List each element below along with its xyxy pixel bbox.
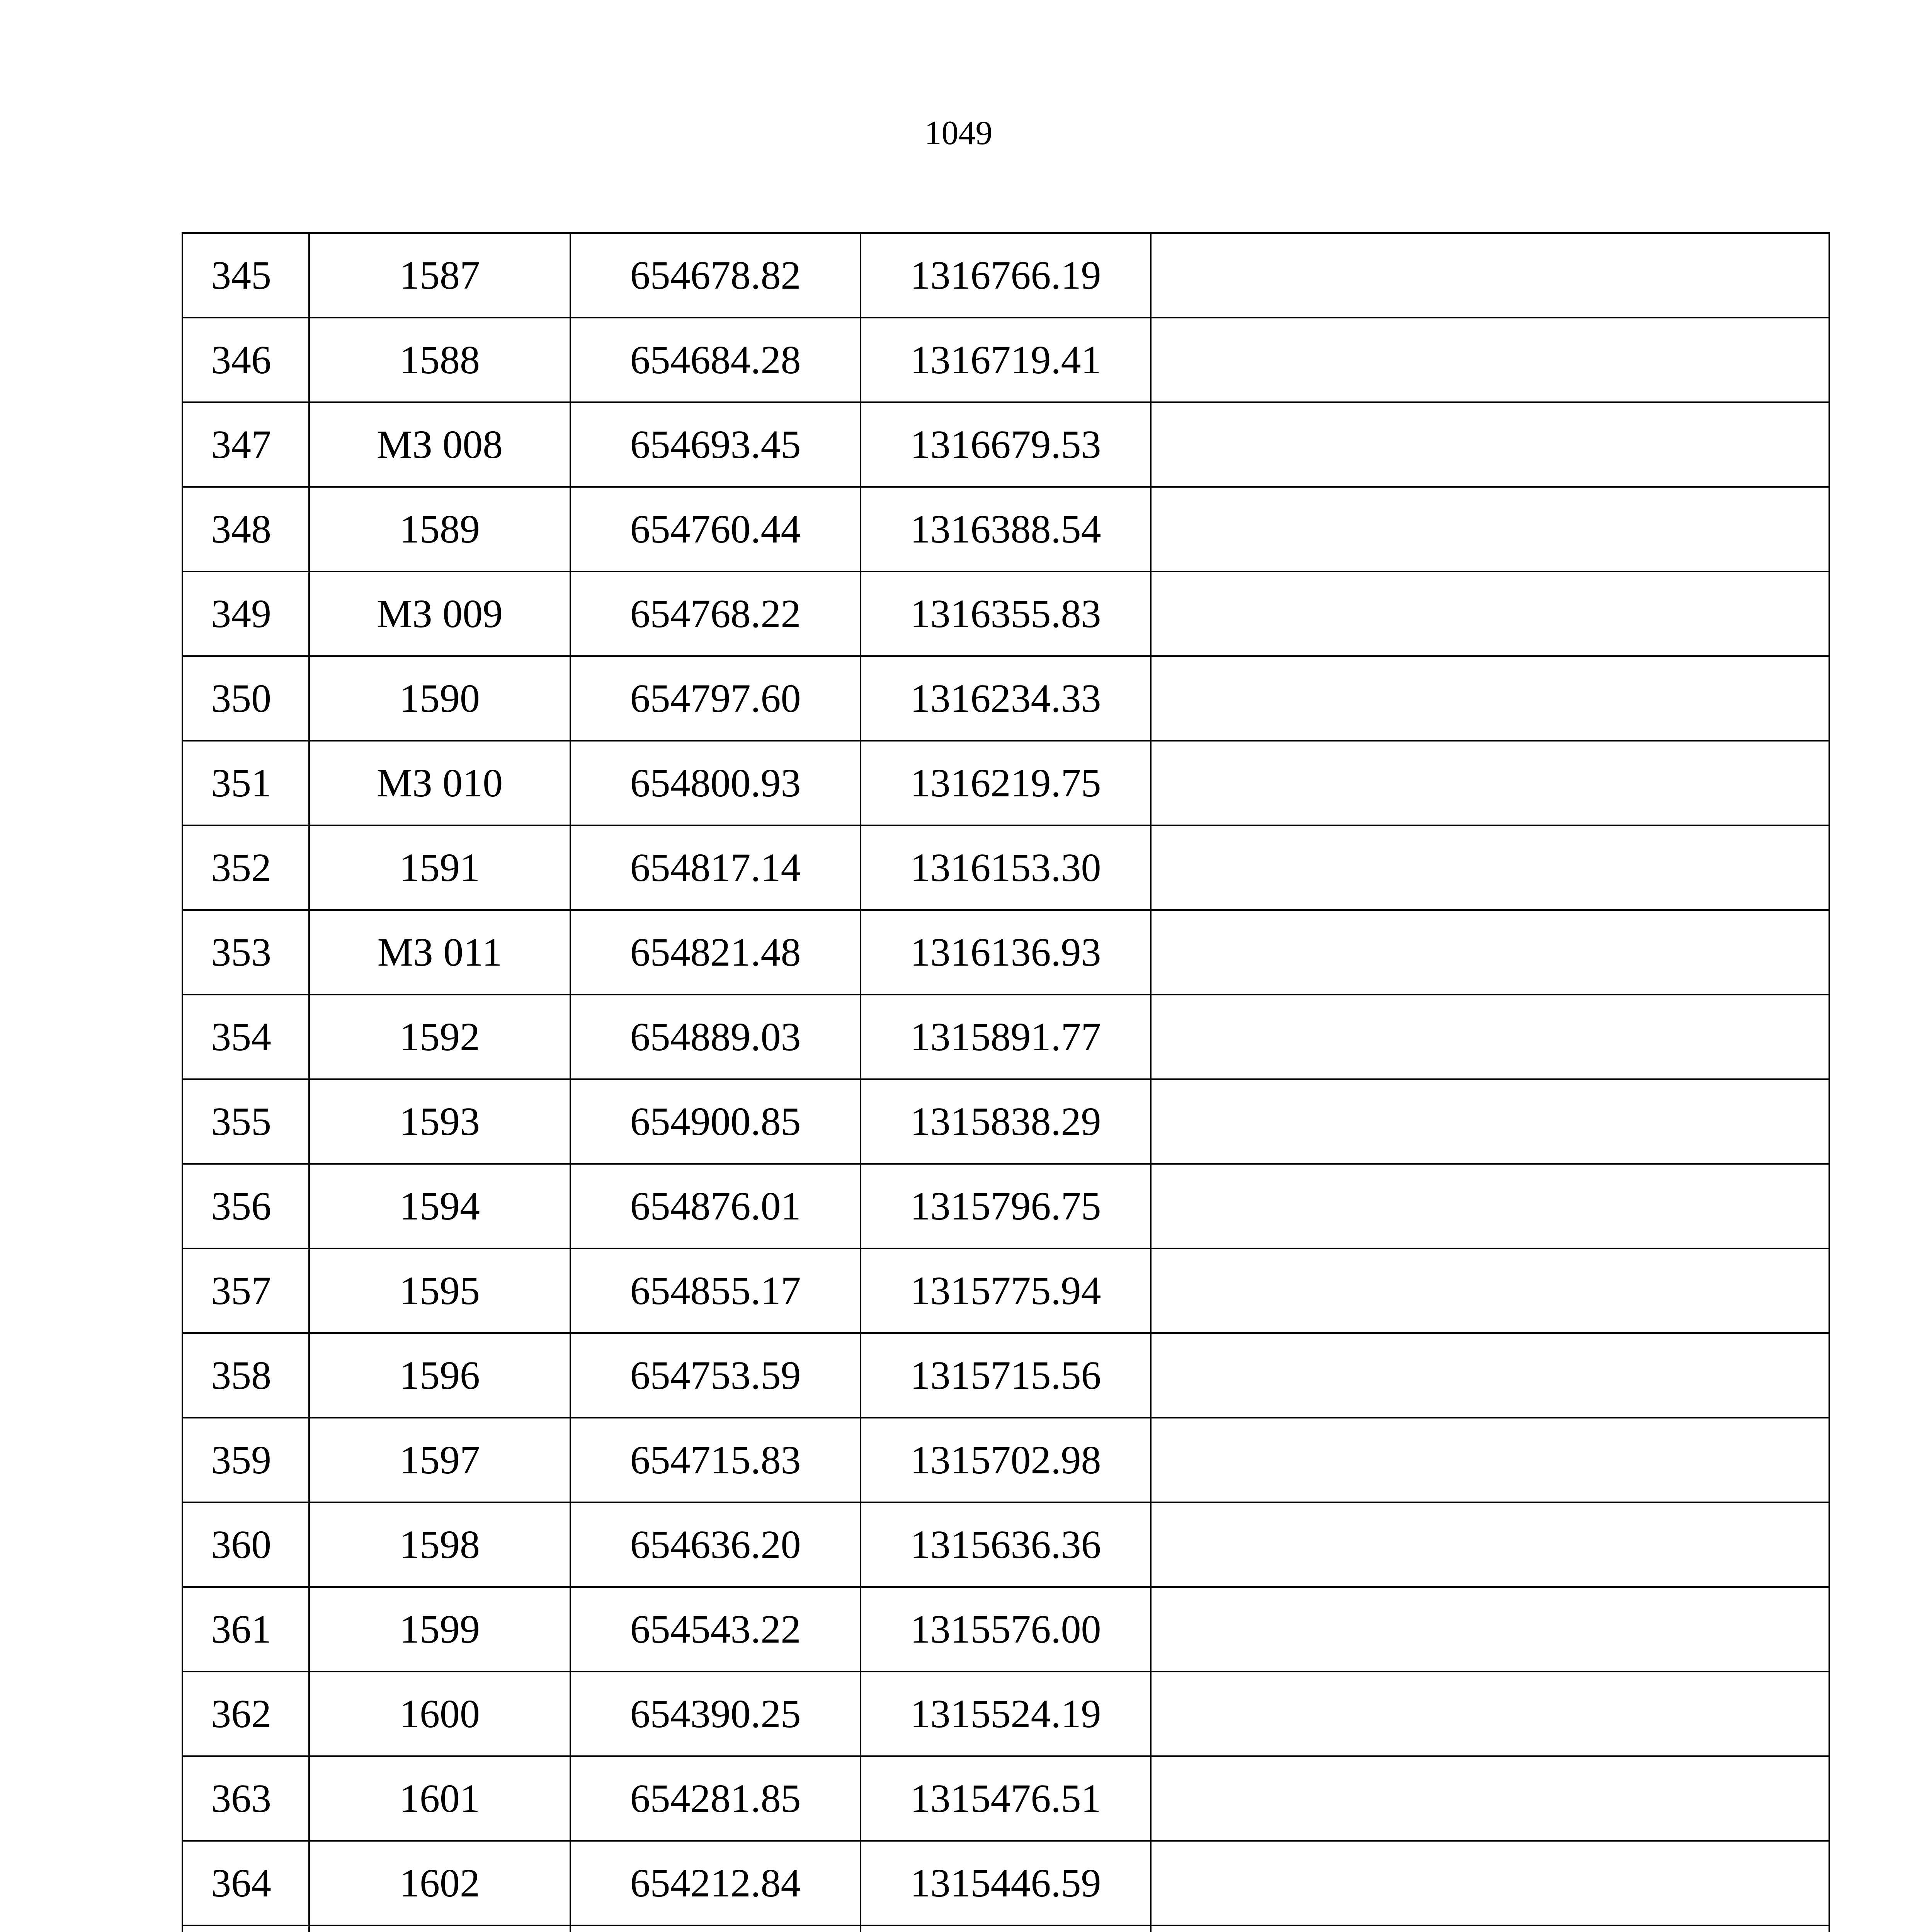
table-row [182, 1672, 1829, 1756]
row-number-cell: 346 [182, 318, 309, 402]
point-id-cell: МЗ 009 [309, 571, 570, 656]
point-id-cell: 1602 [309, 1841, 570, 1925]
table-row [182, 571, 1829, 656]
point-id-cell: МЗ 010 [309, 741, 570, 825]
table-row [182, 1587, 1829, 1672]
y-coordinate-cell: 1316153.30 [861, 825, 1151, 910]
row-number-cell: 359 [182, 1418, 309, 1502]
note-cell [1151, 1841, 1829, 1925]
x-coordinate-cell: 654900.85 [570, 1079, 861, 1164]
y-coordinate-cell: 1315636.36 [861, 1502, 1151, 1587]
y-coordinate-cell: 1315891.77 [861, 995, 1151, 1079]
point-id-cell: 1587 [309, 233, 570, 318]
x-coordinate-cell: 654817.14 [570, 825, 861, 910]
x-coordinate-cell: 654715.83 [570, 1418, 861, 1502]
table-body [182, 233, 1829, 1932]
table-row [182, 995, 1829, 1079]
row-number-cell: 364 [182, 1841, 309, 1925]
row-number-cell: 347 [182, 402, 309, 487]
table-row [182, 1248, 1829, 1333]
note-cell [1151, 656, 1829, 741]
note-cell [1151, 741, 1829, 825]
table-row [182, 487, 1829, 571]
table-row [182, 1418, 1829, 1502]
y-coordinate-cell: 1316219.75 [861, 741, 1151, 825]
table-row [182, 825, 1829, 910]
coordinates-table [182, 232, 1830, 1932]
note-cell [1151, 1672, 1829, 1756]
point-id-cell: 1588 [309, 318, 570, 402]
note-cell [1151, 1418, 1829, 1502]
note-cell [1151, 487, 1829, 571]
x-coordinate-cell: 654797.60 [570, 656, 861, 741]
note-cell [1151, 1587, 1829, 1672]
row-number-cell: 360 [182, 1502, 309, 1587]
note-cell [1151, 1925, 1829, 1932]
y-coordinate-cell: 1316234.33 [861, 656, 1151, 741]
point-id-cell: МЗ 008 [309, 402, 570, 487]
x-coordinate-cell: 654768.22 [570, 571, 861, 656]
row-number-cell: 350 [182, 656, 309, 741]
y-coordinate-cell: 1316136.93 [861, 910, 1151, 995]
point-id-cell: 1590 [309, 656, 570, 741]
table-row [182, 1756, 1829, 1841]
table-row [182, 1925, 1829, 1932]
x-coordinate-cell: 654855.17 [570, 1248, 861, 1333]
row-number-cell: 354 [182, 995, 309, 1079]
row-number-cell: 351 [182, 741, 309, 825]
y-coordinate-cell: 1316388.54 [861, 487, 1151, 571]
table-row [182, 656, 1829, 741]
table-row [182, 233, 1829, 318]
point-id-cell: 1594 [309, 1164, 570, 1248]
table-row [182, 402, 1829, 487]
row-number-cell: 362 [182, 1672, 309, 1756]
row-number-cell: 356 [182, 1164, 309, 1248]
point-id-cell: 1598 [309, 1502, 570, 1587]
note-cell [1151, 233, 1829, 318]
table-row [182, 1333, 1829, 1418]
note-cell [1151, 1164, 1829, 1248]
y-coordinate-cell: 1315838.29 [861, 1079, 1151, 1164]
y-coordinate-cell: 1315476.51 [861, 1756, 1151, 1841]
x-coordinate-cell [570, 1925, 861, 1932]
y-coordinate-cell: 1315576.00 [861, 1587, 1151, 1672]
table-row [182, 1841, 1829, 1925]
y-coordinate-cell: 1315775.94 [861, 1248, 1151, 1333]
row-number-cell: 345 [182, 233, 309, 318]
note-cell [1151, 318, 1829, 402]
point-id-cell [309, 1925, 570, 1932]
point-id-cell: 1599 [309, 1587, 570, 1672]
row-number-cell: 349 [182, 571, 309, 656]
x-coordinate-cell: 654678.82 [570, 233, 861, 318]
y-coordinate-cell: 1315524.19 [861, 1672, 1151, 1756]
row-number-cell: 353 [182, 910, 309, 995]
x-coordinate-cell: 654281.85 [570, 1756, 861, 1841]
note-cell [1151, 1333, 1829, 1418]
x-coordinate-cell: 654693.45 [570, 402, 861, 487]
row-number-cell [182, 1925, 309, 1932]
row-number-cell: 357 [182, 1248, 309, 1333]
x-coordinate-cell: 654543.22 [570, 1587, 861, 1672]
x-coordinate-cell: 654390.25 [570, 1672, 861, 1756]
note-cell [1151, 402, 1829, 487]
point-id-cell: 1593 [309, 1079, 570, 1164]
x-coordinate-cell: 654212.84 [570, 1841, 861, 1925]
point-id-cell: 1591 [309, 825, 570, 910]
row-number-cell: 358 [182, 1333, 309, 1418]
note-cell [1151, 571, 1829, 656]
y-coordinate-cell: 1316719.41 [861, 318, 1151, 402]
x-coordinate-cell: 654760.44 [570, 487, 861, 571]
table-row [182, 910, 1829, 995]
point-id-cell: 1589 [309, 487, 570, 571]
table-row [182, 1079, 1829, 1164]
table-row [182, 318, 1829, 402]
point-id-cell: 1600 [309, 1672, 570, 1756]
y-coordinate-cell: 1316766.19 [861, 233, 1151, 318]
row-number-cell: 352 [182, 825, 309, 910]
y-coordinate-cell: 1316679.53 [861, 402, 1151, 487]
row-number-cell: 348 [182, 487, 309, 571]
note-cell [1151, 1079, 1829, 1164]
y-coordinate-cell: 1315446.59 [861, 1841, 1151, 1925]
y-coordinate-cell [861, 1925, 1151, 1932]
table-row [182, 1164, 1829, 1248]
row-number-cell: 355 [182, 1079, 309, 1164]
x-coordinate-cell: 654876.01 [570, 1164, 861, 1248]
note-cell [1151, 910, 1829, 995]
y-coordinate-cell: 1315796.75 [861, 1164, 1151, 1248]
x-coordinate-cell: 654753.59 [570, 1333, 861, 1418]
point-id-cell: 1596 [309, 1333, 570, 1418]
x-coordinate-cell: 654800.93 [570, 741, 861, 825]
x-coordinate-cell: 654889.03 [570, 995, 861, 1079]
x-coordinate-cell: 654684.28 [570, 318, 861, 402]
point-id-cell: 1592 [309, 995, 570, 1079]
table-row [182, 741, 1829, 825]
note-cell [1151, 1756, 1829, 1841]
note-cell [1151, 1502, 1829, 1587]
x-coordinate-cell: 654821.48 [570, 910, 861, 995]
page-number: 1049 [924, 114, 993, 152]
table-row [182, 1502, 1829, 1587]
point-id-cell: 1595 [309, 1248, 570, 1333]
y-coordinate-cell: 1315702.98 [861, 1418, 1151, 1502]
point-id-cell: 1597 [309, 1418, 570, 1502]
note-cell [1151, 995, 1829, 1079]
y-coordinate-cell: 1316355.83 [861, 571, 1151, 656]
note-cell [1151, 825, 1829, 910]
y-coordinate-cell: 1315715.56 [861, 1333, 1151, 1418]
point-id-cell: 1601 [309, 1756, 570, 1841]
point-id-cell: МЗ 011 [309, 910, 570, 995]
x-coordinate-cell: 654636.20 [570, 1502, 861, 1587]
row-number-cell: 361 [182, 1587, 309, 1672]
note-cell [1151, 1248, 1829, 1333]
row-number-cell: 363 [182, 1756, 309, 1841]
